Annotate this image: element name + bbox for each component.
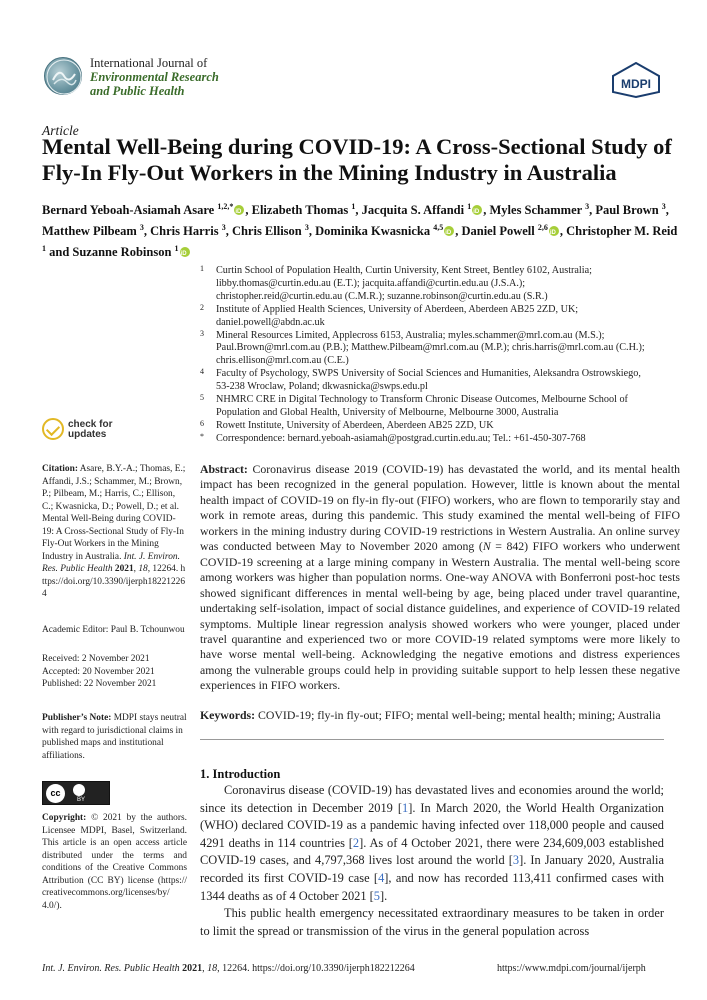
author-name: Suzanne Robinson $^1$iD <box>72 245 190 259</box>
published-date: Published: 22 November 2021 <box>42 679 157 689</box>
orcid-icon[interactable] <box>180 247 190 257</box>
copyright: Copyright: © 2021 by the authors. Licensee MDPI, Basel, Switzerland. This article is an open access article distributed under the terms and conditions of the Creative Commons Attribution (CC BY) license (https:// creativecommons.org/licenses/by/ 4.0/). <box>42 813 187 911</box>
person-icon <box>73 784 85 796</box>
affiliation-line: daniel.powell@abdn.ac.uk <box>216 316 325 328</box>
by-label: BY <box>76 797 85 803</box>
affiliation-line: Institute of Applied Health Sciences, University of Aberdeen, Aberdeen AB25 2ZD, UK; <box>216 303 579 315</box>
affiliation-item <box>200 265 680 304</box>
article-type: Article <box>42 123 79 138</box>
orcid-icon[interactable] <box>549 226 559 236</box>
keywords: Keywords: COVID-19; fly-in fly-out; FIFO; mental well-being; mental health; mining; Australia <box>200 708 661 722</box>
author-affiliation-sup: 4,5 <box>433 223 444 233</box>
journal-name-line1: International Journal of <box>90 56 208 70</box>
author-name: Christopher M. Reid $^1$ <box>42 224 678 254</box>
affiliation-line: chris.ellison@mrl.com.au (C.E.) <box>216 355 349 367</box>
affiliation-line: christopher.reid@curtin.edu.au (C.M.R.); suzanne.robinson@curtin.edu.au (S.R.) <box>216 290 548 302</box>
accepted-date: Accepted: 20 November 2021 <box>42 666 155 677</box>
reference-link[interactable]: 5 <box>373 888 380 903</box>
dates <box>42 653 187 691</box>
orcid-icon[interactable] <box>472 205 482 215</box>
article-title: Mental Well-Being during COVID-19: A Cross-Sectional Study of Fly-In Fly-Out Workers in the Mining Industry in Australia <box>42 134 672 185</box>
publisher-note: Publisher’s Note: MDPI stays neutral with regard to jurisdictional claims in published maps and institutional affiliations. <box>42 713 187 761</box>
orcid-icon[interactable] <box>234 205 244 215</box>
affiliation-item <box>200 304 680 330</box>
reference-link[interactable]: 2 <box>352 835 360 850</box>
affiliation-line: Correspondence: bernard.yeboah-asiamah@postgrad.curtin.edu.au; Tel.: +61-450-307-768 <box>216 432 586 444</box>
affiliation-number: 1 <box>200 264 204 273</box>
affiliation-line: Paul.Brown@mrl.com.au (P.B.); Matthew.Pilbeam@mrl.com.au (M.P.); chris.harris@mrl.com.au (C.H.); <box>216 342 645 354</box>
affiliation-item <box>200 394 680 420</box>
affiliation-line: Mineral Resources Limited, Applecross 6153, Australia; myles.schammer@mrl.com.au (M.S.); <box>216 329 605 341</box>
affiliation-number: 2 <box>200 302 204 312</box>
author-list: Bernard Yeboah-Asiamah Asare $^{1,2,*}$iD , Elizabeth Thomas $^1$, Jacquita S. Affandi $^1$iD , Myles Schammer $^3$, Paul Brown $^3$, Matthew Pilbeam $^3$, Chris Harris $^3$, Chris Ellison $^3$, Dominika Kwasnicka $^{4,5}$iD , Daniel Powell $^{2,6}$iD , Christopher M. Reid $^1$ and Suzanne Robinson $^1$iD <box>42 198 682 261</box>
affiliation-line: Rowett Institute, University of Aberdeen, Aberdeen AB25 2ZD, UK <box>216 419 494 431</box>
paragraph: This public health emergency necessitated extraordinary measures to be taken in order to limit the spread or transmission of the virus in the general population across <box>200 906 664 938</box>
check-updates-label: check for updates <box>68 419 113 440</box>
author-affiliation-sup: 3 <box>304 223 309 233</box>
author-affiliation-sup: 1 <box>174 244 179 254</box>
check-for-updates-button[interactable] <box>42 418 132 444</box>
orcid-icon[interactable] <box>444 226 454 236</box>
section-divider <box>200 739 664 740</box>
introduction-body <box>200 782 664 940</box>
author-affiliation-sup: 3 <box>661 202 666 211</box>
journal-logo-icon <box>44 57 82 95</box>
author-name: Chris Harris $^3$ <box>150 223 226 239</box>
author-name: Matthew Pilbeam $^3$ <box>42 223 144 239</box>
academic-editor: Academic Editor: Paul B. Tchounwou <box>42 625 185 635</box>
affiliation-line: Curtin School of Population Health, Curtin University, Kent Street, Bentley 6102, Australia; <box>216 265 592 276</box>
abstract: Abstract: Coronavirus disease 2019 (COVID-19) has devastated the world, and its mental health impact has been recognized in the general population. However, little is known about the mental health impact of COVID-19 on fly-in fly-out (FIFO) workers, who are flown to temporarily stay and work in remote areas, during this pandemic. This study examined the mental well-being of FIFO workers in the mining industry during COVID-19 restrictions in Western Australia. An online survey was conducted between May to November 2020 among (N = 842) FIFO workers who underwent COVID-19 screening at a large mining company in Western Australia. The mental well-being score among workers was higher than population norms. One-way ANOVA with Bonferroni post-hoc tests showed significant differences in mental well-being by age, being placed under travel quarantine, undertaking self-isolation, impact of social distance guidelines, and experience of COVID-19 related symptoms. Multiple linear regression analysis showed workers who were younger, placed under travel quarantine and experienced two or more COVID-19 related symptoms were more likely to have worse mental well-being. Acknowledging the negative emotions and distress experiences among the vulnerable groups could help in providing suitable support to help lessen these negative experiences in FIFO workers. <box>200 462 681 693</box>
reference-link[interactable]: 3 <box>512 853 520 868</box>
mdpi-logo <box>611 62 661 98</box>
author-name: Bernard Yeboah-Asiamah Asare $^{1,2,*}$iD <box>42 203 245 217</box>
affiliation-number: 4 <box>200 367 204 377</box>
journal-name <box>90 56 310 98</box>
author-name: Chris Ellison $^3$ <box>231 223 309 239</box>
author-name: Myles Schammer $^3$ <box>489 202 590 218</box>
reference-link[interactable]: 4 <box>378 870 385 885</box>
section-heading-introduction: 1. Introduction <box>200 767 281 781</box>
affiliation-item <box>200 330 680 369</box>
affiliations <box>200 265 680 446</box>
author-affiliation-sup: 3 <box>139 223 144 233</box>
footer-journal-url[interactable]: https://www.mdpi.com/journal/ijerph <box>497 963 646 974</box>
cc-by-license-icon[interactable] <box>42 781 110 805</box>
affiliation-number: 3 <box>200 328 204 338</box>
journal-name-line3: and Public Health <box>90 84 185 98</box>
author-name: Paul Brown $^3$ <box>595 202 666 218</box>
abstract-label: Abstract: <box>200 462 248 476</box>
author-affiliation-sup: 1 <box>351 202 356 211</box>
author-affiliation-sup: 1,2,* <box>217 202 234 211</box>
affiliation-item <box>200 368 680 394</box>
author-name: Dominika Kwasnicka $^{4,5}$iD <box>315 224 455 238</box>
author-affiliation-sup: 1 <box>42 244 46 254</box>
affiliation-line: Population and Global Health, University of Melbourne, Melbourne 3000, Australia <box>216 406 559 418</box>
affiliation-line: NHMRC CRE in Digital Technology to Transform Chronic Disease Outcomes, Melbourne School of <box>216 394 628 406</box>
citation: Citation: Asare, B.Y.-A.; Thomas, E.; Affandi, J.S.; Schammer, M.; Brown, P.; Pilbeam, M.; Harris, C.; Ellison, C.; Kwasnicka, D.; Powell, D.; et al. Mental Well-Being during COVID-19: A Cross-Sectional Study of Fly-In Fly-Out Workers in the Mining Industry in Australia. Int. J. Environ. Res. Public Health 2021, 18, 12264. https://doi.org/10.3390/ijerph182212264 <box>42 464 186 599</box>
mdpi-logo-text: MDPI <box>621 77 651 91</box>
citation-doi-link[interactable]: https://doi.org/10.3390/ijerph182212264 <box>42 564 186 599</box>
affiliation-item <box>200 420 680 433</box>
author-affiliation-sup: 1 <box>467 202 472 211</box>
paragraph: Coronavirus disease (COVID-19) has devastated lives and economies around the world; since its detection in December 2019 [1]. In March 2020, the World Health Organization (WHO) declared COVID-19 as a pandemic having infected over 118,000 people and caused 4291 deaths in 114 countries [2]. As of 4 October 2021, there were 234,609,003 established COVID-19 cases, and 4,797,368 lives lost around the world [3]. In January 2020, Australia recorded its first COVID-19 case [4], and now has recorded 113,411 confirmed cases with 1344 deaths as of 4 October 2021 [5]. <box>200 783 664 903</box>
check-updates-icon <box>42 418 64 440</box>
affiliation-item <box>200 433 680 446</box>
affiliation-line: Faculty of Psychology, SWPS University of Social Sciences and Humanities, Aleksandra Ostrowskiego, <box>216 368 641 380</box>
author-name: Jacquita S. Affandi $^1$iD <box>362 203 484 217</box>
affiliation-number: * <box>200 431 204 441</box>
author-affiliation-sup: 3 <box>585 202 590 211</box>
author-name: Elizabeth Thomas $^1$ <box>251 202 356 218</box>
journal-name-line2: Environmental Research <box>90 70 219 84</box>
affiliation-number: 5 <box>200 393 204 403</box>
footer-citation: Int. J. Environ. Res. Public Health 2021, 18, 12264. https://doi.org/10.3390/ijerph182212264 <box>42 963 415 974</box>
author-name: Daniel Powell $^{2,6}$iD <box>461 224 559 238</box>
cc-icon: cc <box>46 784 65 803</box>
author-affiliation-sup: 3 <box>221 223 226 233</box>
affiliation-line: libby.thomas@curtin.edu.au (E.T.); jacquita.affandi@curtin.edu.au (J.S.A.); <box>216 277 526 289</box>
affiliation-line: 53-238 Wroclaw, Poland; dkwasnicka@swps.edu.pl <box>216 381 428 393</box>
author-affiliation-sup: 2,6 <box>537 223 548 233</box>
received-date: Received: 2 November 2021 <box>42 654 150 664</box>
affiliation-number: 6 <box>200 418 204 428</box>
reference-link[interactable]: 1 <box>402 800 409 815</box>
